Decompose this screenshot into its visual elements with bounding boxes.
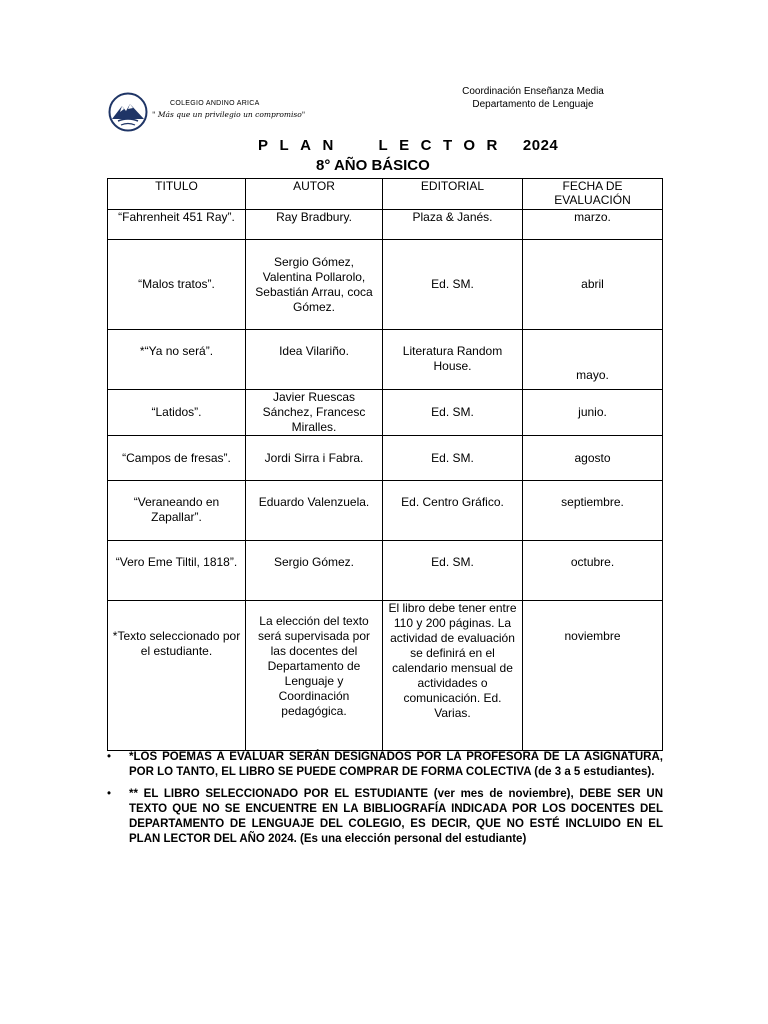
table-row xyxy=(108,240,663,330)
cell-editorial: Plaza & Janés. xyxy=(383,210,523,240)
cell-fecha: agosto xyxy=(523,436,663,481)
header-editorial: EDITORIAL xyxy=(383,179,523,210)
cell-fecha: junio. xyxy=(523,390,663,436)
grade-title: 8° AÑO BÁSICO xyxy=(316,157,430,174)
plan-title xyxy=(258,137,558,154)
cell-titulo: “Vero Eme Tiltil, 1818”. xyxy=(108,541,246,601)
cell-fecha: septiembre. xyxy=(523,481,663,541)
reading-plan-table xyxy=(107,178,663,751)
table-row xyxy=(108,541,663,601)
cell-editorial: Ed. SM. xyxy=(383,240,523,330)
note-text: ** EL LIBRO SELECCIONADO POR EL ESTUDIANTE (ver mes de noviembre), DEBE SER UN TEXTO QUE NO SE ENCUENTRE EN LA BIBLIOGRAFÍA INDICADA POR LOS DOCENTES DEL DEPARTAMENTO DE LENGUAJE DEL COLEGIO, ES DECIR, QUE NO ESTÉ INCLUIDO EN EL PLAN LECTOR DEL AÑO 2024. (Es una elección personal del estudiante) xyxy=(129,788,663,845)
table-row xyxy=(108,601,663,751)
table-row xyxy=(108,330,663,390)
header-titulo: TITULO xyxy=(108,179,246,210)
cell-titulo: *“Ya no será”. xyxy=(108,330,246,390)
cell-fecha: noviembre xyxy=(523,601,663,751)
cell-titulo: “Veraneando en Zapallar”. xyxy=(108,481,246,541)
cell-autor: Eduardo Valenzuela. xyxy=(246,481,383,541)
coordination-header xyxy=(440,85,626,111)
school-motto: " Más que un privilegio un compromiso" xyxy=(152,110,306,119)
coordination-label: Coordinación Enseñanza Media xyxy=(462,86,604,97)
bullet-icon: • xyxy=(107,788,112,800)
cell-fecha: octubre. xyxy=(523,541,663,601)
bullet-icon: • xyxy=(107,751,112,763)
cell-fecha: mayo. xyxy=(523,330,663,390)
header-autor: AUTOR xyxy=(246,179,383,210)
cell-autor: Sergio Gómez. xyxy=(246,541,383,601)
school-name: COLEGIO ANDINO ARICA xyxy=(170,100,260,107)
cell-editorial: Ed. SM. xyxy=(383,436,523,481)
cell-autor: Ray Bradbury. xyxy=(246,210,383,240)
plan-title-text: PLAN LECTOR xyxy=(258,137,509,154)
cell-autor: Javier Ruescas Sánchez, Francesc Miralles. xyxy=(246,390,383,436)
cell-editorial: Ed. SM. xyxy=(383,541,523,601)
cell-editorial: Ed. Centro Gráfico. xyxy=(383,481,523,541)
cell-autor: La elección del texto será supervisada por las docentes del Departamento de Lenguaje y Coordinación pedagógica. xyxy=(246,601,383,751)
plan-year: 2024 xyxy=(522,137,559,154)
table-row xyxy=(108,481,663,541)
table-row xyxy=(108,390,663,436)
cell-titulo: *Texto seleccionado por el estudiante. xyxy=(108,601,246,751)
cell-editorial: El libro debe tener entre 110 y 200 páginas. La actividad de evaluación se definirá en el calendario mensual de actividades o comunicación. Ed. Varias. xyxy=(383,601,523,751)
cell-titulo: “Latidos”. xyxy=(108,390,246,436)
cell-editorial: Literatura Random House. xyxy=(383,330,523,390)
school-logo-icon xyxy=(108,92,148,132)
department-label: Departamento de Lenguaje xyxy=(472,99,594,110)
cell-autor: Sergio Gómez, Valentina Pollarolo, Sebastián Arrau, coca Gómez. xyxy=(246,240,383,330)
cell-autor: Idea Vilariño. xyxy=(246,330,383,390)
table-row xyxy=(108,436,663,481)
cell-editorial: Ed. SM. xyxy=(383,390,523,436)
cell-titulo: “Malos tratos”. xyxy=(108,240,246,330)
list-item xyxy=(107,787,663,847)
table-row xyxy=(108,210,663,240)
list-item xyxy=(107,750,663,780)
table-header-row xyxy=(108,179,663,210)
cell-autor: Jordi Sirra i Fabra. xyxy=(246,436,383,481)
note-text: *LOS POEMAS A EVALUAR SERÁN DESIGNADOS POR LA PROFESORA DE LA ASIGNATURA, POR LO TANTO, EL LIBRO SE PUEDE COMPRAR DE FORMA COLECTIVA (de 3 a 5 estudiantes). xyxy=(129,751,663,778)
cell-fecha: abril xyxy=(523,240,663,330)
cell-titulo: “Campos de fresas”. xyxy=(108,436,246,481)
notes-list xyxy=(107,750,663,854)
cell-fecha: marzo. xyxy=(523,210,663,240)
header-fecha: FECHA DE EVALUACIÓN xyxy=(523,179,663,210)
cell-titulo: “Fahrenheit 451 Ray”. xyxy=(108,210,246,240)
